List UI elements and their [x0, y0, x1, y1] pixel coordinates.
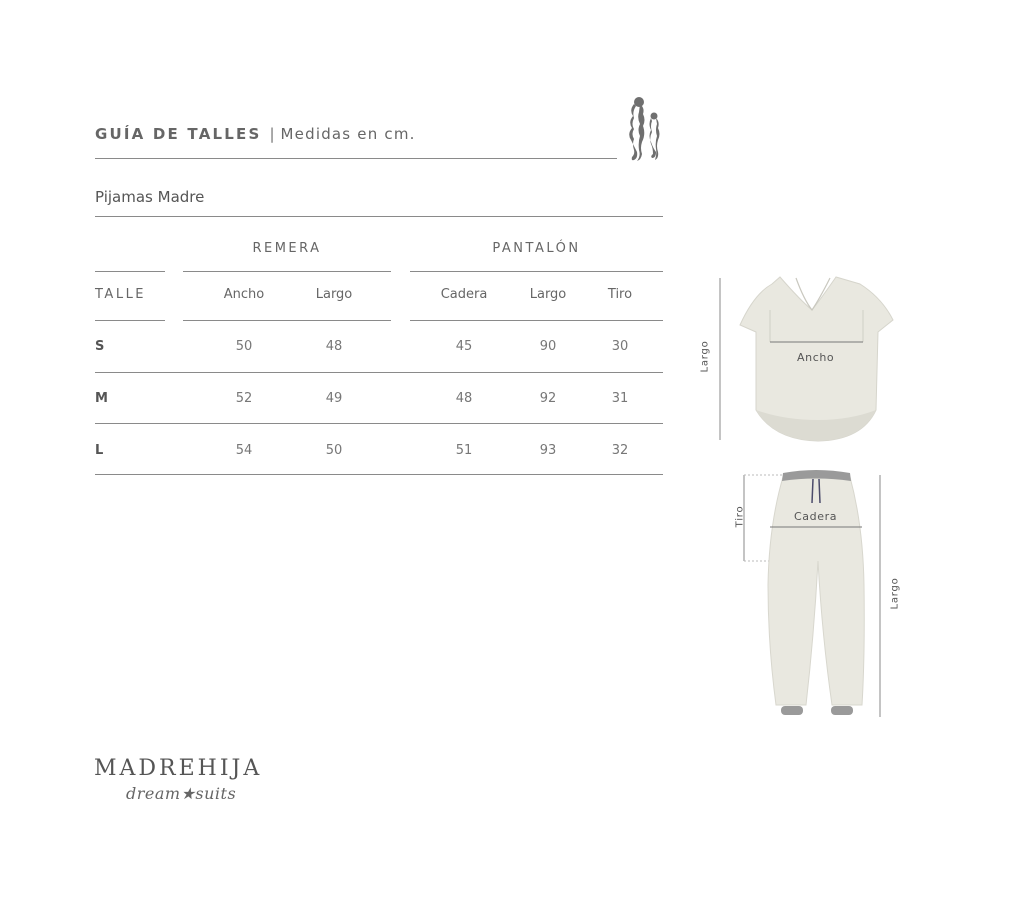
table-cell: 45	[455, 339, 473, 354]
pants-cuff-left	[781, 706, 803, 715]
table-cell: 50	[325, 443, 343, 458]
divider	[410, 320, 663, 321]
column-header-cadera: Cadera	[440, 287, 488, 302]
brand-tagline: dream★suits	[126, 784, 237, 803]
row-size-label: L	[95, 443, 104, 458]
guide-header	[95, 124, 617, 159]
column-header-tiro: Tiro	[607, 287, 633, 302]
pants-rise-label: Tiro	[734, 505, 746, 528]
row-divider	[95, 474, 663, 475]
table-cell: 48	[455, 391, 473, 406]
column-header-talle: TALLE	[95, 287, 147, 302]
group-header-pantalon: PANTALÓN	[492, 241, 581, 256]
guide-subtitle: Medidas en cm.	[280, 125, 416, 143]
group-header-remera: REMERA	[252, 241, 322, 256]
table-cell: 54	[235, 443, 253, 458]
row-divider	[95, 372, 663, 373]
section-title: Pijamas Madre	[95, 188, 663, 217]
table-cell: 31	[611, 391, 629, 406]
table-cell: 30	[611, 339, 629, 354]
table-cell: 52	[235, 391, 253, 406]
column-header-ancho: Ancho	[223, 287, 265, 302]
table-cell: 48	[325, 339, 343, 354]
pants-cuff-right	[831, 706, 853, 715]
shirt-length-label: Largo	[699, 340, 711, 373]
table-cell: 32	[611, 443, 629, 458]
title-separator: |	[269, 125, 275, 143]
column-header-largo-top: Largo	[315, 287, 353, 302]
drawstring	[819, 479, 820, 503]
table-cell: 50	[235, 339, 253, 354]
pants-length-label: Largo	[889, 577, 901, 610]
brand-logo: MADREHIJA	[94, 756, 263, 781]
table-cell: 92	[539, 391, 557, 406]
column-header-largo-bottom: Largo	[529, 287, 567, 302]
divider	[183, 271, 391, 272]
pants-diagram	[730, 465, 900, 725]
divider	[95, 271, 165, 272]
table-cell: 49	[325, 391, 343, 406]
pants-hip-label: Cadera	[794, 510, 838, 523]
table-cell: 93	[539, 443, 557, 458]
divider	[183, 320, 391, 321]
row-divider	[95, 423, 663, 424]
table-cell: 51	[455, 443, 473, 458]
row-size-label: M	[95, 391, 108, 406]
table-cell: 90	[539, 339, 557, 354]
seahorse-logo-icon	[624, 94, 668, 164]
divider	[95, 320, 165, 321]
guide-title: GUÍA DE TALLES	[95, 125, 262, 143]
drawstring	[812, 479, 813, 503]
shirt-width-label: Ancho	[797, 351, 835, 364]
divider	[410, 271, 663, 272]
row-size-label: S	[95, 339, 105, 354]
